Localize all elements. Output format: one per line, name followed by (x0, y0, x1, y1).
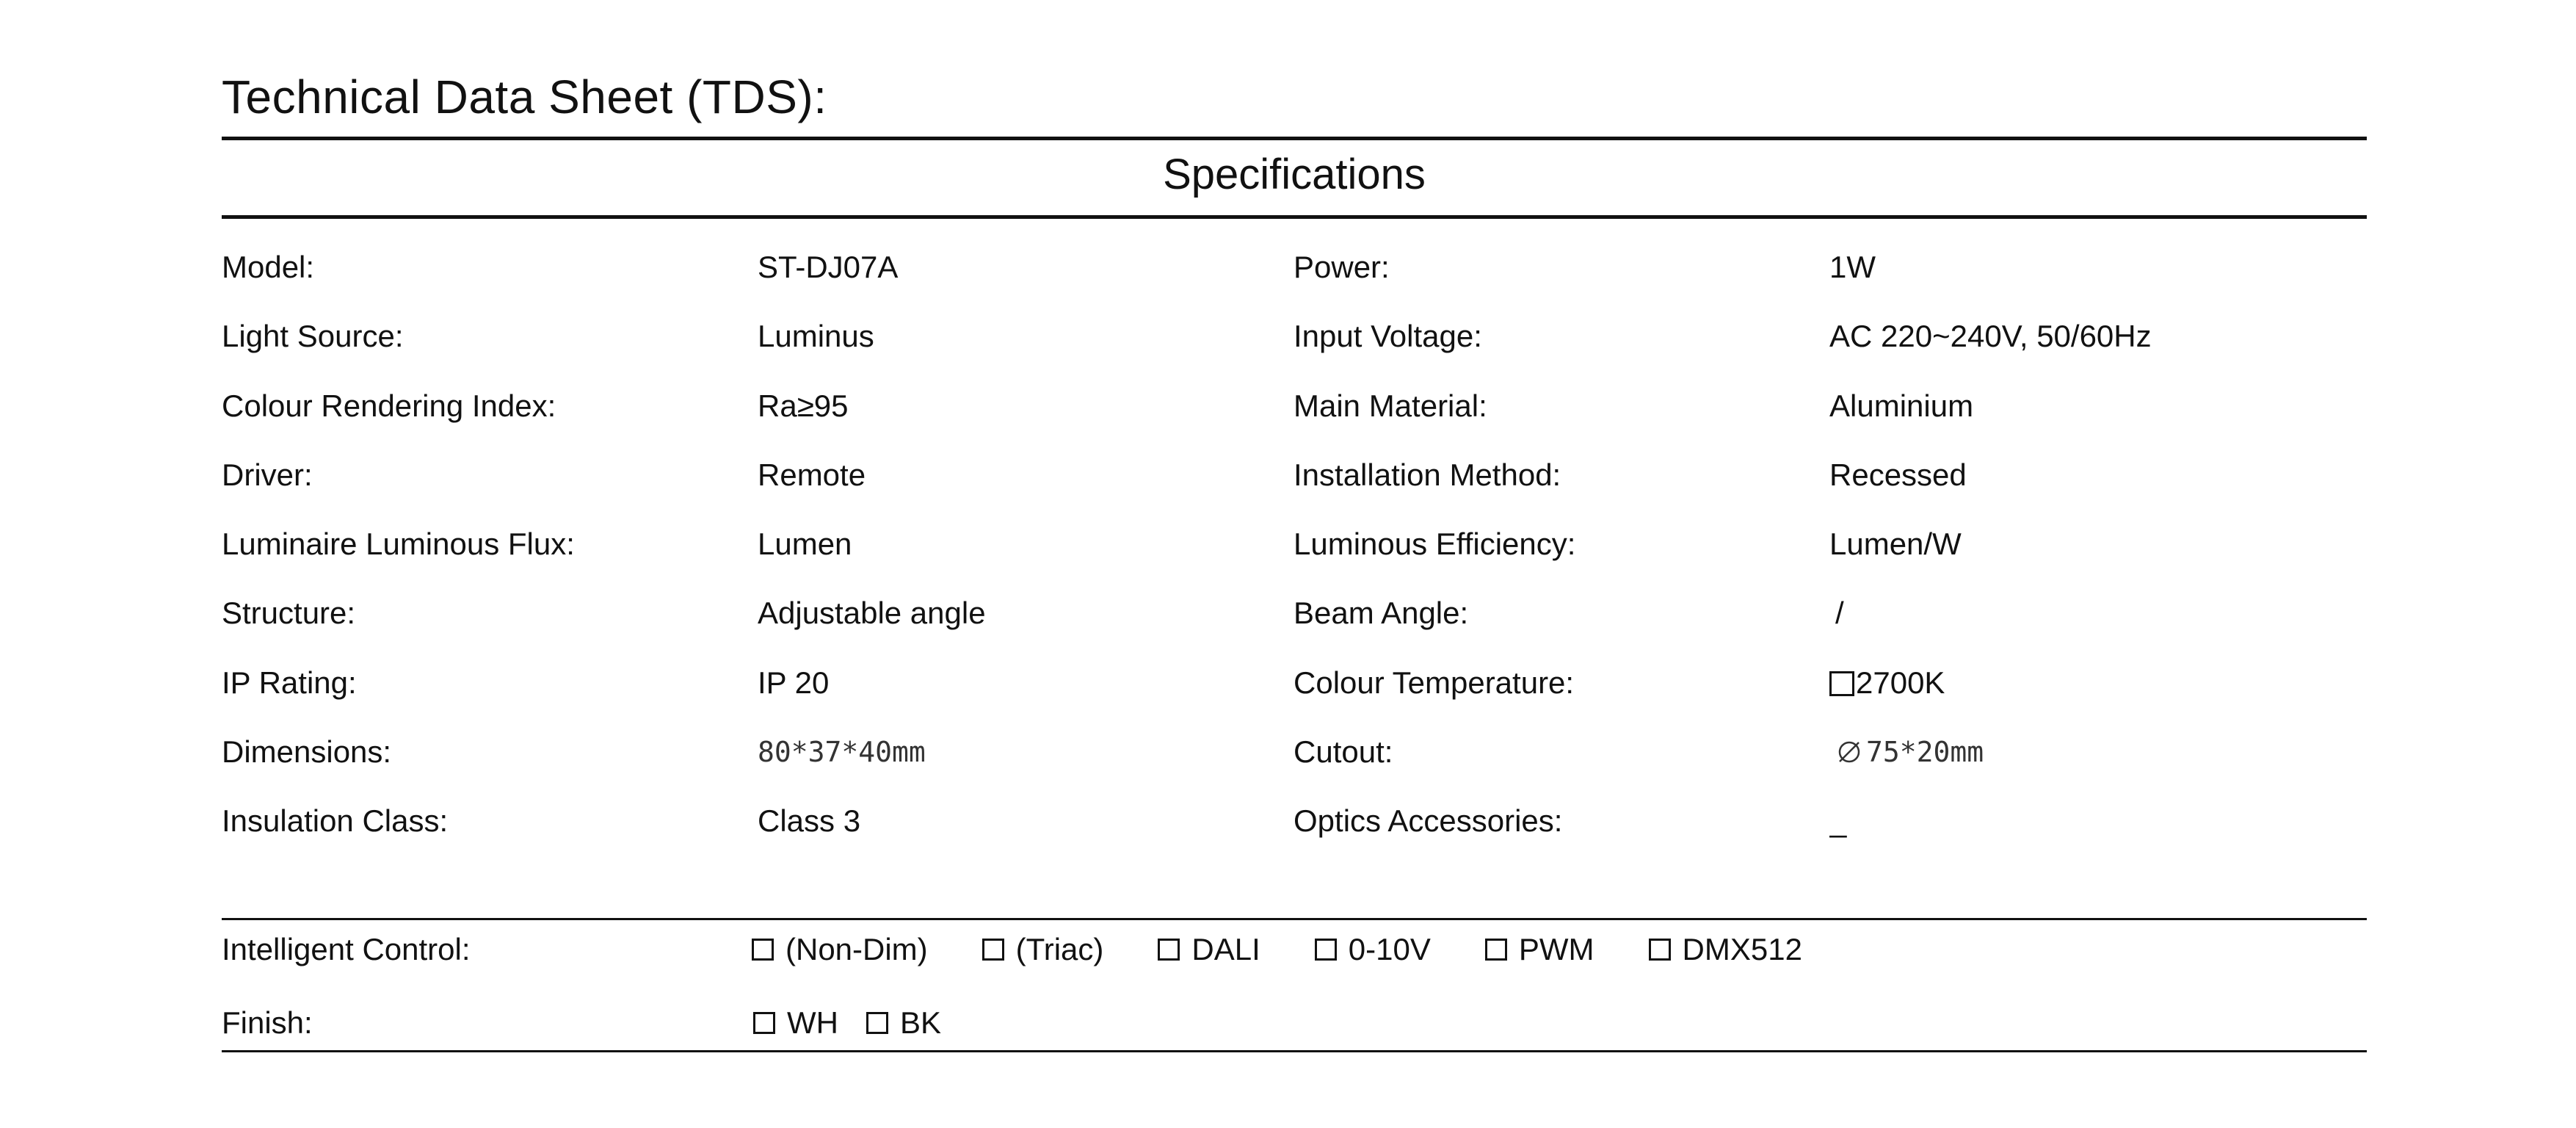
control-option-dali[interactable] (1158, 924, 1260, 975)
spec-label: Power: (1294, 250, 1390, 284)
spec-value: AC 220~240V, 50/60Hz (1829, 319, 2152, 354)
technical-data-sheet (222, 0, 2367, 1128)
spec-value: 75*20mm (1866, 736, 1984, 769)
spec-value: Recessed (1829, 457, 1967, 492)
spec-value: Remote (758, 457, 866, 492)
colour-temperature-value (1829, 648, 2367, 717)
specifications-table (222, 233, 2367, 856)
diameter-icon (1837, 740, 1862, 764)
intelligent-control-row (222, 924, 2367, 975)
spec-value: Aluminium (1829, 388, 1974, 423)
checkbox-empty-icon[interactable] (1829, 671, 1854, 696)
spec-label: Dimensions: (222, 734, 392, 770)
spec-value: Lumen (758, 527, 852, 562)
title-divider (222, 137, 2367, 140)
checkbox-empty-icon[interactable] (752, 939, 774, 961)
controls-top-divider (222, 918, 2367, 920)
checkbox-empty-icon[interactable] (1485, 939, 1507, 961)
option-label: (Non-Dim) (786, 932, 928, 966)
finish-option-bk[interactable] (866, 997, 941, 1049)
intelligent-control-label: Intelligent Control: (222, 932, 471, 966)
spec-label: Input Voltage: (1294, 319, 1482, 354)
spec-label: Cutout: (1294, 734, 1393, 770)
spec-label: Optics Accessories: (1294, 803, 1563, 839)
checkbox-empty-icon[interactable] (1315, 939, 1337, 961)
spec-label: Beam Angle: (1294, 596, 1469, 631)
finish-label: Finish: (222, 1005, 313, 1040)
option-label: BK (899, 1005, 942, 1040)
finish-options (753, 997, 995, 1049)
spec-value: _ (1829, 803, 1847, 839)
spec-value: Luminus (758, 319, 874, 354)
spec-value: Ra≥95 (758, 388, 849, 423)
cutout-value (1829, 717, 2367, 787)
intelligent-control-options (752, 924, 1857, 975)
spec-label: Luminaire Luminous Flux: (222, 527, 575, 562)
spec-label: Model: (222, 250, 315, 284)
spec-value: ST-DJ07A (758, 250, 899, 284)
finish-row (222, 997, 2367, 1049)
control-option-non-dim[interactable] (752, 924, 928, 975)
spec-value: / (1835, 596, 1844, 631)
spec-label: Structure: (222, 596, 356, 631)
checkbox-empty-icon[interactable] (1158, 939, 1180, 961)
checkbox-empty-icon[interactable] (982, 939, 1004, 961)
option-label: WH (787, 1005, 838, 1040)
checkbox-empty-icon[interactable] (1649, 939, 1671, 961)
control-option-dmx512[interactable] (1649, 924, 1802, 975)
specifications-divider (222, 215, 2367, 219)
spec-label: Colour Rendering Index: (222, 388, 556, 423)
checkbox-empty-icon[interactable] (866, 1012, 888, 1034)
option-label: (Triac) (1015, 932, 1104, 966)
option-label: DMX512 (1682, 932, 1802, 966)
control-option-triac[interactable] (982, 924, 1104, 975)
control-option-pwm[interactable] (1485, 924, 1594, 975)
option-label: DALI (1191, 932, 1260, 966)
spec-label: Insulation Class: (222, 803, 449, 839)
controls-bottom-divider (222, 1050, 2367, 1052)
spec-value: 80*37*40mm (758, 736, 926, 769)
checkbox-empty-icon[interactable] (753, 1012, 775, 1034)
spec-value: 2700K (1856, 665, 1945, 700)
spec-label: Luminous Efficiency: (1294, 527, 1576, 562)
spec-label: Installation Method: (1294, 457, 1561, 492)
spec-value: Lumen/W (1829, 527, 1962, 562)
spec-value: Class 3 (758, 803, 861, 839)
spec-value: IP 20 (758, 665, 830, 700)
control-option-0-10v[interactable] (1315, 924, 1431, 975)
finish-option-wh[interactable] (753, 997, 838, 1049)
option-label: PWM (1518, 932, 1594, 966)
spec-label: Driver: (222, 457, 313, 492)
document-title: Technical Data Sheet (TDS): (222, 70, 827, 123)
spec-value: Adjustable angle (758, 596, 986, 631)
spec-label: Main Material: (1294, 388, 1487, 423)
spec-value: 1W (1829, 250, 1876, 284)
option-label: 0-10V (1348, 932, 1431, 966)
spec-label: Light Source: (222, 319, 404, 354)
spec-label: IP Rating: (222, 665, 357, 700)
specifications-heading: Specifications (1163, 151, 1426, 198)
spec-label: Colour Temperature: (1294, 665, 1575, 700)
